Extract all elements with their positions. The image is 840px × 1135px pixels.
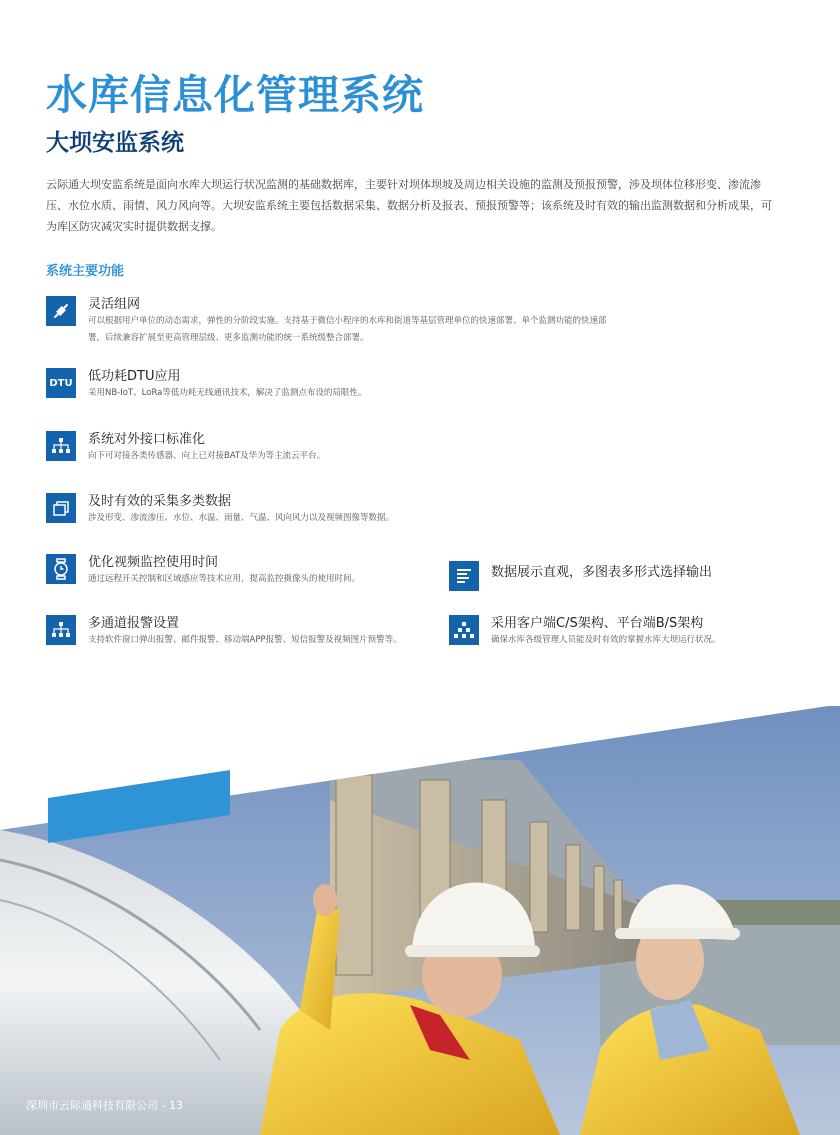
- dtu-icon: DTU: [46, 368, 76, 398]
- feature-title: 优化视频监控使用时间: [88, 555, 219, 570]
- feature-description: 采用NB-IoT、LoRa等低功耗无线通讯技术，解决了监测点布设的局限性。: [88, 388, 367, 398]
- feature-title: 灵活组网: [88, 297, 141, 312]
- feature-title: 低功耗DTU应用: [88, 369, 181, 384]
- feature-title: 系统对外接口标准化: [88, 432, 206, 447]
- feature-title: 采用客户端C/S架构、平台端B/S架构: [491, 616, 704, 631]
- feature-description: 可以根据用户单位的动态需求，弹性的分阶段实施。支持基于微信小程序的水库和街道等基层管理单位的快速部署、单个监测功能的快速部署，后续兼容扩展至更高管理层级、更多监测功能的统一系统级整合部署。: [88, 316, 607, 343]
- intro-paragraph: 云际通大坝安监系统是面向水库大坝运行状况监测的基础数据库，主要针对坝体坝坡及周边相关设施的监测及预报预警，涉及坝体位移形变、渗流渗压、水位水质、雨情、风力风向等。大坝安监系统主要包括数据采集、数据分析及报表、预报预警等；该系统及时有效的输出监测数据和分析成果，可为库区防灾减灾实时提供数据支撑。: [46, 178, 772, 233]
- feature-description: 支持软件窗口弹出报警、邮件报警、移动端APP报警、短信报警及视频图片预警等。: [88, 635, 402, 645]
- feature-title: 数据展示直观，多图表多形式选择输出: [491, 565, 713, 580]
- page-footer: 深圳市云际通科技有限公司 - 13: [26, 1099, 183, 1112]
- feature-title: 多通道报警设置: [88, 616, 180, 631]
- feature-title: 及时有效的采集多类数据: [88, 494, 232, 509]
- section-title: 系统主要功能: [46, 264, 125, 279]
- page-title: 水库信息化管理系统: [46, 71, 424, 119]
- feature-description: 涉及形变、渗流渗压、水位、水温、雨量、气温、风向风力以及视频图像等数据。: [88, 513, 395, 523]
- feature-description: 向下可对接各类传感器、向上已对接BAT及华为等主流云平台。: [88, 451, 326, 461]
- feature-description: 确保水库各级管理人员能及时有效的掌握水库大坝运行状况。: [491, 635, 721, 645]
- page-subtitle: 大坝安监系统: [46, 130, 184, 156]
- feature-description: 通过远程开关控制和区域感应等技术应用，提高监控摄像头的使用时间。: [88, 574, 361, 584]
